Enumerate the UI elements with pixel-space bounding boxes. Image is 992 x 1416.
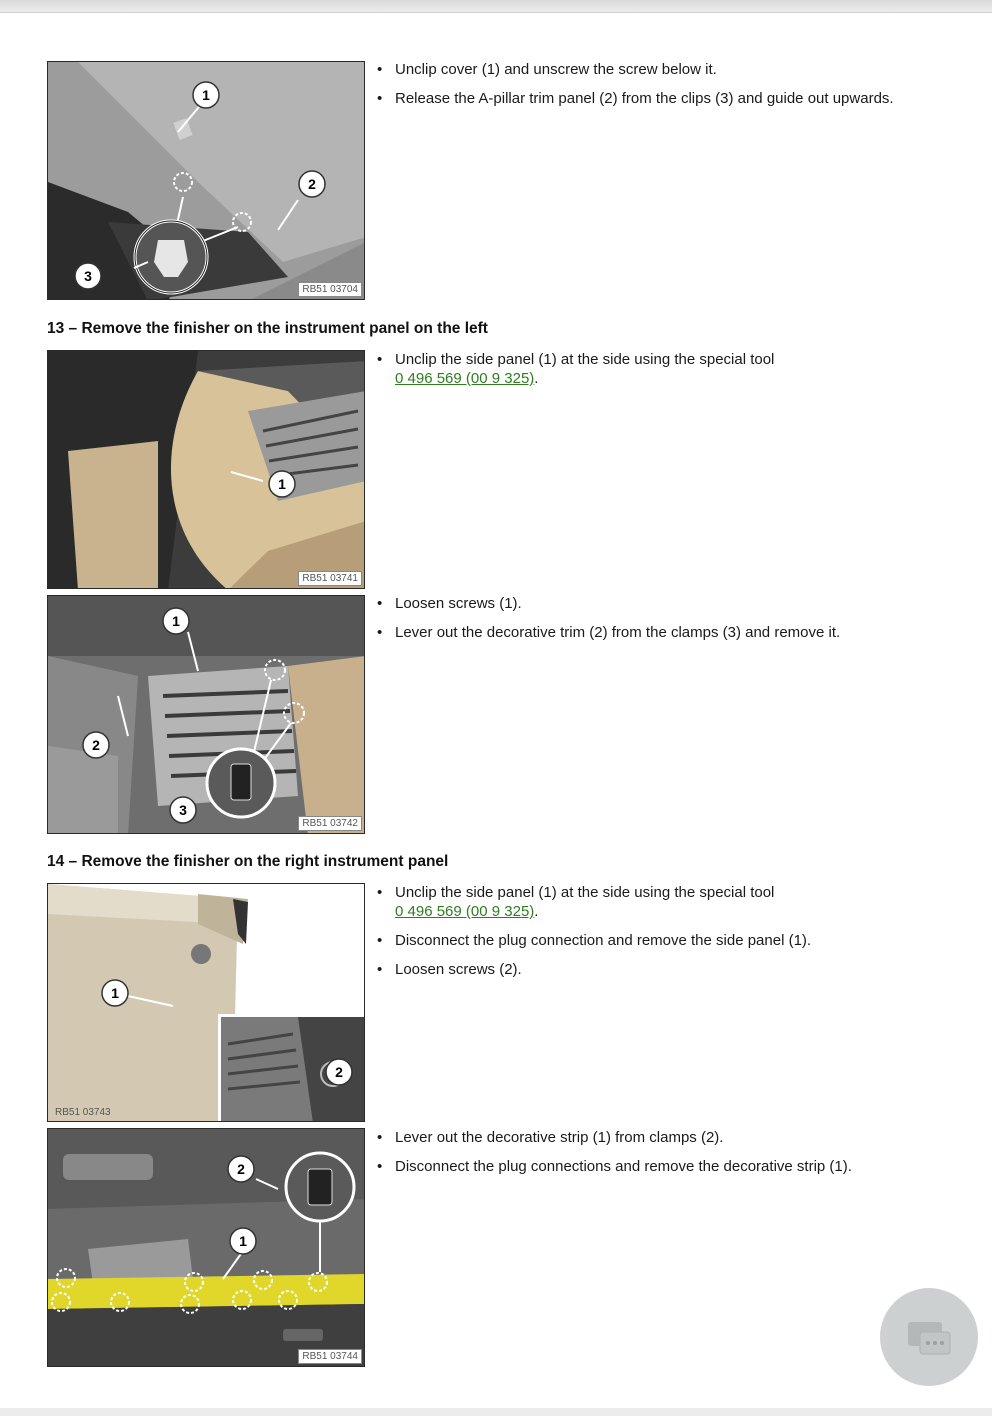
figure-a-pillar (47, 61, 365, 300)
special-tool-link[interactable]: 0 496 569 (00 9 325) (395, 903, 535, 920)
svg-text:2: 2 (237, 1161, 245, 1177)
callout-3 (170, 797, 196, 823)
step-suffix: . (534, 903, 539, 920)
svg-text:1: 1 (278, 476, 286, 492)
chat-icon (880, 1288, 978, 1386)
svg-text:2: 2 (335, 1064, 343, 1080)
step-text: Unclip the side panel (1) at the side using the special tool (395, 351, 775, 368)
figure-right-decorative-strip (47, 1128, 365, 1367)
svg-text:1: 1 (172, 613, 180, 629)
step-item: • Disconnect the plug connections and remove the decorative strip (1). (375, 1157, 955, 1176)
callout-3 (75, 263, 101, 289)
steps-list-14b (375, 1128, 955, 1186)
figure-right-side-panel (47, 883, 365, 1122)
figure-code: RB51 03741 (298, 571, 362, 586)
callout-2 (163, 608, 189, 634)
floating-chat-button[interactable] (880, 1288, 978, 1386)
section-14-heading: 14 – Remove the finisher on the right instrument panel (47, 853, 449, 870)
callout-1 (269, 471, 295, 497)
step-item (375, 883, 955, 921)
step-text: Unclip the side panel (1) at the side using the special tool (395, 884, 775, 901)
step-item: • Disconnect the plug connection and remove the side panel (1). (375, 931, 955, 950)
steps-list-a-pillar (375, 60, 955, 118)
callout-1 (193, 82, 219, 108)
svg-text:1: 1 (202, 87, 210, 103)
step-item: • Lever out the decorative strip (1) from clamps (2). (375, 1128, 955, 1147)
figure-code: RB51 03742 (298, 816, 362, 831)
figure-code: RB51 03704 (298, 282, 362, 297)
svg-text:1: 1 (239, 1233, 247, 1249)
step-item (375, 350, 955, 388)
callout-2 (228, 1156, 254, 1182)
callout-1 (230, 1228, 256, 1254)
svg-text:2: 2 (92, 737, 100, 753)
bottom-bar (0, 1408, 992, 1416)
svg-text:3: 3 (84, 268, 92, 284)
figure-left-decorative-trim (47, 595, 365, 834)
callout-1 (102, 980, 128, 1006)
figure-code: RB51 03744 (298, 1349, 362, 1364)
callout-1 (83, 732, 109, 758)
steps-list-13a (375, 350, 955, 398)
callout-2 (326, 1059, 352, 1085)
top-bar (0, 0, 992, 13)
special-tool-link[interactable]: 0 496 569 (00 9 325) (395, 370, 535, 387)
step-suffix: . (534, 370, 539, 387)
callout-2 (299, 171, 325, 197)
section-13-heading: 13 – Remove the finisher on the instrument panel on the left (47, 320, 488, 337)
step-item: • Loosen screws (2). (375, 960, 955, 979)
step-item: • Loosen screws (1). (375, 594, 955, 613)
svg-text:2: 2 (308, 176, 316, 192)
svg-text:3: 3 (179, 802, 187, 818)
step-item: • Unclip cover (1) and unscrew the screw below it. (375, 60, 955, 79)
step-item: • Lever out the decorative trim (2) from the clamps (3) and remove it. (375, 623, 955, 642)
figure-code: RB51 03743 (55, 1107, 111, 1118)
step-item: • Release the A-pillar trim panel (2) from the clips (3) and guide out upwards. (375, 89, 955, 108)
steps-list-14a (375, 883, 955, 989)
figure-left-side-panel (47, 350, 365, 589)
svg-text:1: 1 (111, 985, 119, 1001)
steps-list-13b (375, 594, 955, 652)
